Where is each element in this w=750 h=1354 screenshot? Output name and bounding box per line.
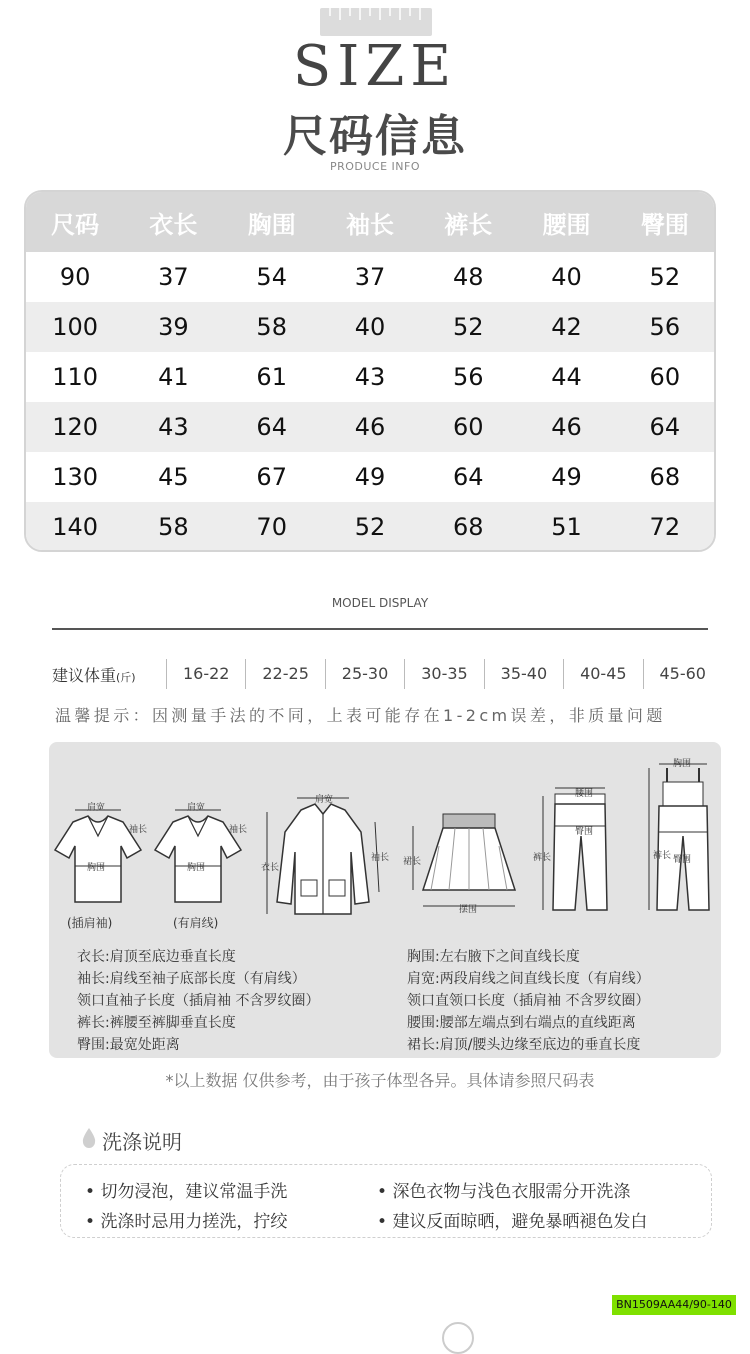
overalls-icon [645,762,721,918]
raglan-caption: (插肩袖) [67,916,113,930]
shoulder-label: 肩宽 [87,803,106,813]
table-cell: 43 [158,413,189,441]
definition-item: 腰围:腰部左端点到右端点的直线距离 [407,1015,636,1031]
washing-item-text: 建议反面晾晒，避免暴晒褪色发白 [392,1212,648,1232]
header-chest: 胸围 [247,210,296,239]
header-size: 尺码 [51,210,100,239]
model-display-label: MODEL DISPLAY [331,596,429,610]
waist-label: 腰围 [575,789,594,799]
table-cell: 56 [452,363,484,391]
sleeve-label: 袖长 [129,825,148,835]
weight-range: 22-25 [245,659,324,689]
shoulder-caption: (有肩线) [173,916,219,930]
water-drop-icon [82,1128,96,1148]
definition-item: 裙长:肩顶/腰头边缘至底边的垂直长度 [407,1037,641,1053]
length-label: 衣长 [261,863,280,873]
header-length: 衣长 [149,210,198,239]
table-cell: 61 [256,363,287,391]
weight-range: 25-30 [325,659,404,689]
table-cell: 140 [52,513,99,541]
table-cell: 56 [649,313,681,341]
table-cell: 42 [551,313,582,341]
hip-label: 臀围 [673,855,692,865]
weight-range: 35-40 [484,659,563,689]
definition-item: 臀围:最宽处距离 [77,1037,180,1053]
table-cell: 64 [649,413,681,441]
table-cell: 40 [551,263,582,291]
size-word: SIZE [292,34,458,99]
table-cell: 100 [52,313,99,341]
header-sleeve: 袖长 [345,210,394,239]
list-item: • 洗涤时忌用力搓洗，拧绞 [85,1212,288,1232]
table-cell: 46 [551,413,582,441]
table-cell: 70 [256,513,287,541]
table-cell: 54 [256,263,287,291]
table-cell: 37 [354,263,386,291]
table-row [26,452,714,502]
sleeve-label: 袖长 [371,853,390,863]
table-cell: 51 [551,513,582,541]
table-cell: 46 [354,413,386,441]
washing-item-text: 洗涤时忌用力搓洗，拧绞 [100,1212,288,1232]
weight-label-text: 建议体重 [52,665,117,685]
weight-range: 45-60 [643,659,722,689]
table-row [26,302,714,352]
list-item: • 切勿浸泡，建议常温手洗 [85,1182,288,1202]
washing-item-text: 深色衣物与浅色衣服需分开洗涤 [392,1182,631,1202]
skirt-length-label: 裙长 [403,857,422,867]
table-cell: 52 [354,513,386,541]
washing-title: 洗涤说明 [102,1130,182,1154]
pants-icon [541,786,621,920]
jacket-icon [263,792,383,926]
measurement-tip: 温馨提示：因测量手法的不同，上表可能存在1-2cm误差，非质量问题 [55,706,666,725]
sleeve-label: 袖长 [229,825,248,835]
hip-label: 臀围 [575,827,594,837]
washing-item-text: 切勿浸泡，建议常温手洗 [100,1182,288,1202]
page-title: 尺码信息 [283,111,467,162]
table-cell: 60 [452,413,484,441]
chest-label: 胸围 [87,863,106,873]
table-cell: 58 [158,513,189,541]
table-cell: 43 [354,363,386,391]
table-row [26,502,714,552]
table-cell: 37 [158,263,189,291]
table-cell: 110 [52,363,99,391]
table-cell: 72 [649,513,681,541]
reference-note: *以上数据 仅供参考，由于孩子体型各异。具体请参照尺码表 [165,1071,595,1090]
table-cell: 39 [158,313,189,341]
tshirt-raglan-icon [53,802,143,916]
definition-item: 肩宽:两段肩线之间直线长度（有肩线） [407,971,650,987]
weight-row [52,652,722,696]
hem-label: 摆围 [459,905,478,915]
definitions-right [407,946,650,1056]
weight-label [52,663,166,686]
weight-range: 16-22 [166,659,245,689]
list-item: • 深色衣物与浅色衣服需分开洗涤 [377,1182,631,1202]
definition-item: 衣长:肩顶至底边垂直长度 [77,949,236,965]
size-table [24,190,716,552]
weight-unit: (斤) [116,670,136,684]
table-cell: 120 [52,413,99,441]
chest-label: 胸围 [673,759,692,769]
weight-range: 40-45 [563,659,642,689]
chest-label: 胸围 [187,863,206,873]
ruler-icon [320,8,432,36]
table-row [26,352,714,402]
pants-length-label: 裤长 [533,853,552,863]
decorative-circle [442,1322,474,1354]
table-cell: 44 [551,363,582,391]
table-cell: 67 [256,463,287,491]
weight-range: 30-35 [404,659,483,689]
header-pants-length: 裤长 [444,210,493,239]
table-cell: 64 [452,463,484,491]
table-cell: 68 [649,463,681,491]
tshirt-shoulder-icon [153,802,243,916]
definitions-left [77,946,319,1056]
table-cell: 40 [354,313,386,341]
table-cell: 45 [158,463,189,491]
header-waist: 腰围 [542,210,591,239]
table-cell: 52 [649,263,681,291]
product-code-tag: BN1509AA44/90-140 [612,1295,736,1315]
definition-item: 胸围:左右腋下之间直线长度 [407,949,580,965]
table-cell: 68 [452,513,484,541]
table-header [26,192,714,252]
washing-instructions [60,1164,712,1238]
table-cell: 60 [649,363,681,391]
pants-length-label: 裤长 [653,851,672,861]
table-cell: 49 [551,463,582,491]
table-row [26,402,714,452]
definition-item: 袖长:肩线至袖子底部长度（有肩线） [77,971,306,987]
table-cell: 130 [52,463,99,491]
header-hip: 臀围 [640,210,689,239]
table-cell: 52 [452,313,484,341]
page-subtitle: PRODUCE INFO [329,160,421,173]
table-cell: 58 [256,313,287,341]
table-cell: 64 [256,413,287,441]
table-cell: 90 [59,263,91,291]
shoulder-label: 肩宽 [187,803,206,813]
definition-item: 领口直领口长度（插肩袖 不含罗纹圈） [407,993,650,1009]
table-cell: 41 [158,363,189,391]
definition-item: 领口直袖子长度（插肩袖 不含罗纹圈） [77,993,320,1009]
table-cell: 48 [452,263,484,291]
shoulder-label: 肩宽 [315,795,334,805]
table-cell: 49 [354,463,386,491]
measurement-guide [49,742,721,1058]
divider [52,628,708,630]
table-row [26,252,714,302]
definition-item: 裤长:裤腰至裤脚垂直长度 [77,1015,236,1031]
list-item: • 建议反面晾晒，避免暴晒褪色发白 [377,1212,648,1232]
